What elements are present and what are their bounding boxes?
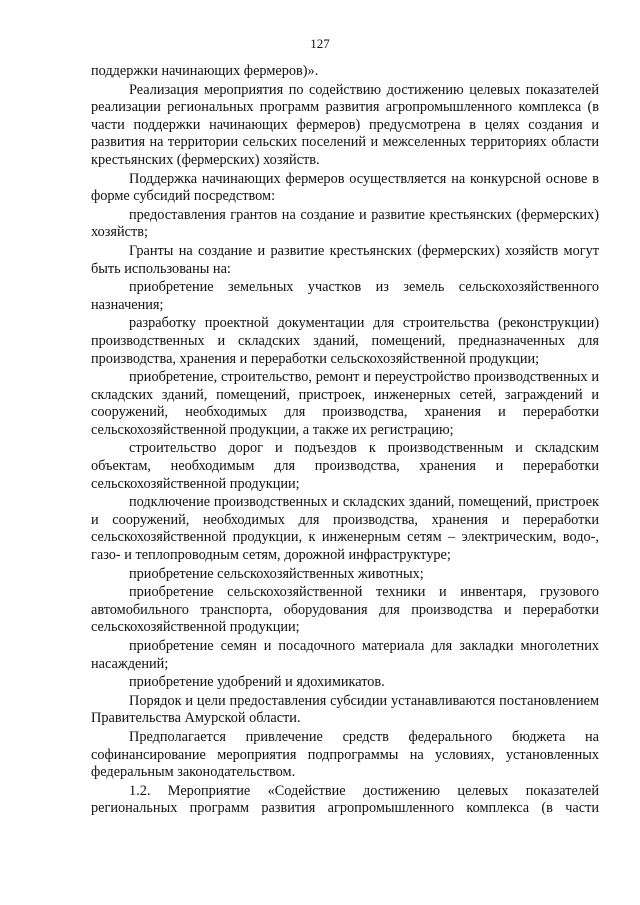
paragraph: Поддержка начинающих фермеров осуществляется на конкурсной основе в форме субсидий посредством: <box>91 170 599 205</box>
paragraph: Предполагается привлечение средств федерального бюджета на софинансирование мероприятия подпрограммы на условиях, установленных федеральным законодательством. <box>91 728 599 781</box>
paragraph: приобретение сельскохозяйственной техники и инвентаря, грузового автомобильного транспорта, оборудования для производства и переработки сельскохозяйственной продукции; <box>91 584 599 636</box>
paragraph: поддержки начинающих фермеров)». <box>91 63 319 79</box>
document-body <box>91 63 599 818</box>
page-number: 127 <box>310 36 330 51</box>
paragraph: приобретение, строительство, ремонт и переустройство производственных и складских зданий, помещений, пристроек, инженерных сетей, заграждений и сооружений, необходимых для производства, хранения и переработки сельскохозяйственной продукции, а также их регистрацию; <box>91 369 599 438</box>
paragraph: приобретение сельскохозяйственных животных; <box>129 565 424 582</box>
paragraph: Гранты на создание и развитие крестьянских (фермерских) хозяйств могут быть использованы на: <box>91 242 599 277</box>
paragraph: Реализация мероприятия по содействию достижению целевых показателей реализации региональных программ развития агропромышленного комплекса (в части поддержки начинающих фермеров) предусмотрена в целях создания и развития на территории сельских поселений и межселенных территориях области крестьянских (фермерских) хозяйств. <box>91 81 599 168</box>
paragraph: приобретение семян и посадочного материала для закладки многолетних насаждений; <box>91 638 599 672</box>
paragraph: подключение производственных и складских зданий, помещений, пристроек и сооружений, необходимых для производства, хранения и переработки сельскохозяйственной продукции, к инженерным сетям – электрическим, водо-, газо- и теплопроводным сетям, дорожной инфраструктуре; <box>91 494 599 564</box>
paragraph: разработку проектной документации для строительства (реконструкции) производственных и складских зданий, помещений, предназначенных для производства, хранения и переработки сельскохозяйственной продукции; <box>91 315 599 367</box>
paragraph: Порядок и цели предоставления субсидии устанавливаются постановлением Правительства Амурской области. <box>91 692 599 727</box>
paragraph: предоставления грантов на создание и развитие крестьянских (фермерских) хозяйств; <box>91 206 599 241</box>
paragraph: строительство дорог и подъездов к производственным и складским объектам, необходимым для производства, хранения и переработки сельскохозяйственной продукции; <box>91 440 599 492</box>
paragraph: 1.2. Мероприятие «Содействие достижению целевых показателей региональных программ развития агропромышленного комплекса (в части <box>91 782 599 817</box>
paragraph: приобретение удобрений и ядохимикатов. <box>129 674 385 691</box>
paragraph: приобретение земельных участков из земель сельскохозяйственного назначения; <box>91 279 599 313</box>
